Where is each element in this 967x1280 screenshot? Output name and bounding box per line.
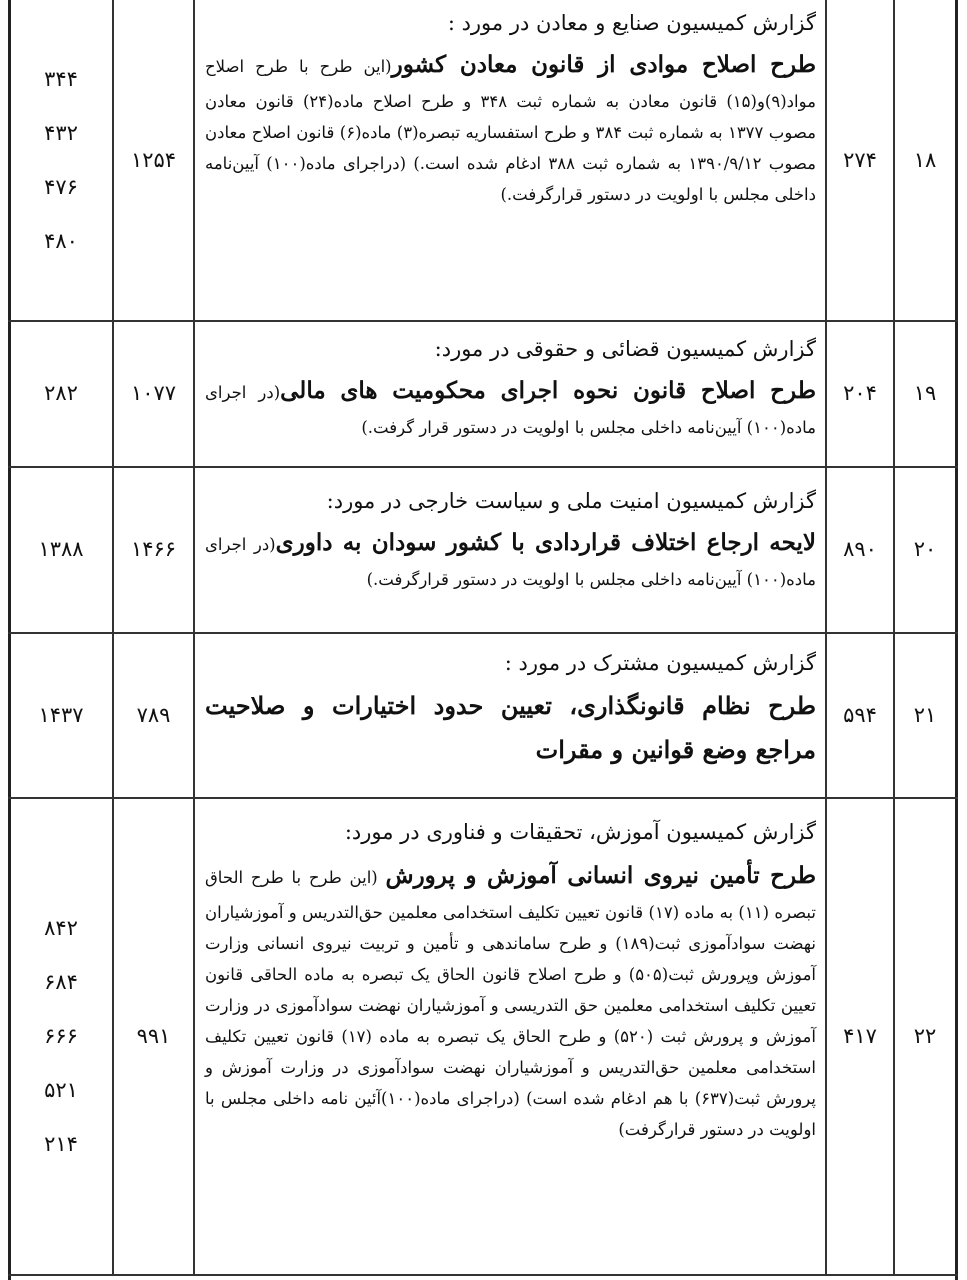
page-number: ۱۴۶۶ [130,537,177,561]
registration-number: ۴۱۷ [843,1023,877,1048]
registration-number: ۲۰۴ [843,381,877,405]
item-description-cell [205,6,816,210]
row-number: ۱۹ [913,381,937,405]
related-page: ۱۳۸۸ [38,537,84,561]
related-page: ۶۸۴ [44,969,78,994]
item-title: طرح نظام قانونگذاری، تعیین حدود اختیارات و صلاحیت مراجع وضع قوانین و مقرات [205,691,816,764]
related-pages [10,797,112,1274]
related-page: ۴۳۲ [44,121,78,145]
item-note: (این طرح با طرح اصلاح مواد(۹)و(۱۵) قانون معادن به شماره ثبت ۳۴۸ و طرح اصلاح ماده(۲۴) قانون معادن مصوب ۱۳۷۷ به شماره ثبت ۳۸۴ و طرح استفساریه تبصره(۳) ماده(۶) قانون اصلاح معادن مصوب ۱۳۹۰/۹/۱۲ به شماره ثبت ۳۸۸ ادغام شده است.) (دراجرای ماده(۱۰۰) آیین‌نامه داخلی مجلس با اولویت در دستور قرارگرفت.) [205,57,817,204]
item-description-cell [205,332,816,443]
related-page: ۱۴۳۷ [38,702,84,727]
related-page: ۶۶۶ [44,1023,78,1048]
page-number: ۱۲۵۴ [130,148,177,172]
committee-heading: گزارش کمیسیون آموزش، تحقیقات و فناوری در مورد: [344,820,816,844]
page-number: ۷۸۹ [136,702,171,727]
row-number: ۱۸ [913,148,937,172]
row-number: ۲۲ [913,1023,937,1048]
related-page: ۲۱۴ [44,1131,78,1156]
related-page: ۸۴۲ [44,915,78,940]
item-title: لایحه ارجاع اختلاف قراردادی با کشور سودان به داوری [275,529,816,556]
page-number: ۱۰۷۷ [130,381,177,405]
row-divider [8,1274,958,1276]
table-row [0,466,967,632]
registration-number: ۸۹۰ [843,537,877,561]
committee-heading: گزارش کمیسیون مشترک در مورد : [504,651,816,675]
item-note: (در اجرای ماده(۱۰۰) آیین‌نامه داخلی مجلس با اولویت در دستور قرار گرفت.) [205,383,816,437]
committee-heading: گزارش کمیسیون قضائی و حقوقی در مورد: [434,337,816,361]
registration-number: ۵۹۴ [843,702,877,727]
related-page: ۴۷۶ [44,175,78,199]
related-page: ۳۴۴ [44,67,78,91]
item-description-cell [205,646,816,772]
item-note: (این طرح با طرح الحاق تبصره (۱۱) به ماده (۱۷) قانون تعیین تکلیف استخدامی معلمین حق‌التدریس و آموزشیاران نهضت سوادآموزی ثبت(۱۸۹) و طرح ساماندهی و تأمین و تربیت نیروی انسانی وزارت آموزش وپرورش ثبت(۵۰۵) و طرح اصلاح قانون الحاق یک تبصره به ماده الحاقی قانون تعیین تکلیف استخدامی معلمین حق التدریسی و آموزشیاران نهضت سوادآموزی در وزارت آموزش و پرورش ثبت (۵۲۰) و طرح الحاق یک تبصره به ماده (۱۷) قانون تعیین تکلیف استخدامی معلمین حق‌التدریس و آموزشیاران نهضت سوادآموزی در وزارت آموزش و پرورش ثبت(۶۳۷) با هم ادغام شده است) (دراجرای ماده(۱۰۰)آئین نامه داخلی مجلس با اولویت در دستور قرارگرفت) [205,868,817,1139]
item-description-cell [205,484,816,595]
related-pages [10,466,112,632]
table-row [0,320,967,466]
table-row [0,0,967,320]
item-title: طرح اصلاح قانون نحوه اجرای محکومیت های مالی [280,377,817,404]
related-page: ۴۸۰ [44,229,78,253]
table-row [0,797,967,1274]
related-pages [10,320,112,466]
committee-heading: گزارش کمیسیون امنیت ملی و سیاست خارجی در مورد: [326,489,816,513]
item-description-cell [205,815,816,1145]
row-number: ۲۰ [913,537,937,561]
table-row [0,632,967,797]
item-note: (در اجرای ماده(۱۰۰) آیین‌نامه داخلی مجلس با اولویت در دستور قرارگرفت.) [205,535,816,589]
row-number: ۲۱ [913,702,937,727]
committee-heading: گزارش کمیسیون صنایع و معادن در مورد : [447,11,816,35]
related-page: ۵۲۱ [44,1077,78,1102]
item-title: طرح تأمین نیروی انسانی آموزش و پرورش [385,862,816,889]
registration-number: ۲۷۴ [843,148,877,172]
related-page: ۲۸۲ [44,381,78,405]
related-pages [10,0,112,320]
item-title: طرح اصلاح موادی از قانون معادن کشور [391,51,816,78]
page-number: ۹۹۱ [136,1023,171,1048]
related-pages [10,632,112,797]
